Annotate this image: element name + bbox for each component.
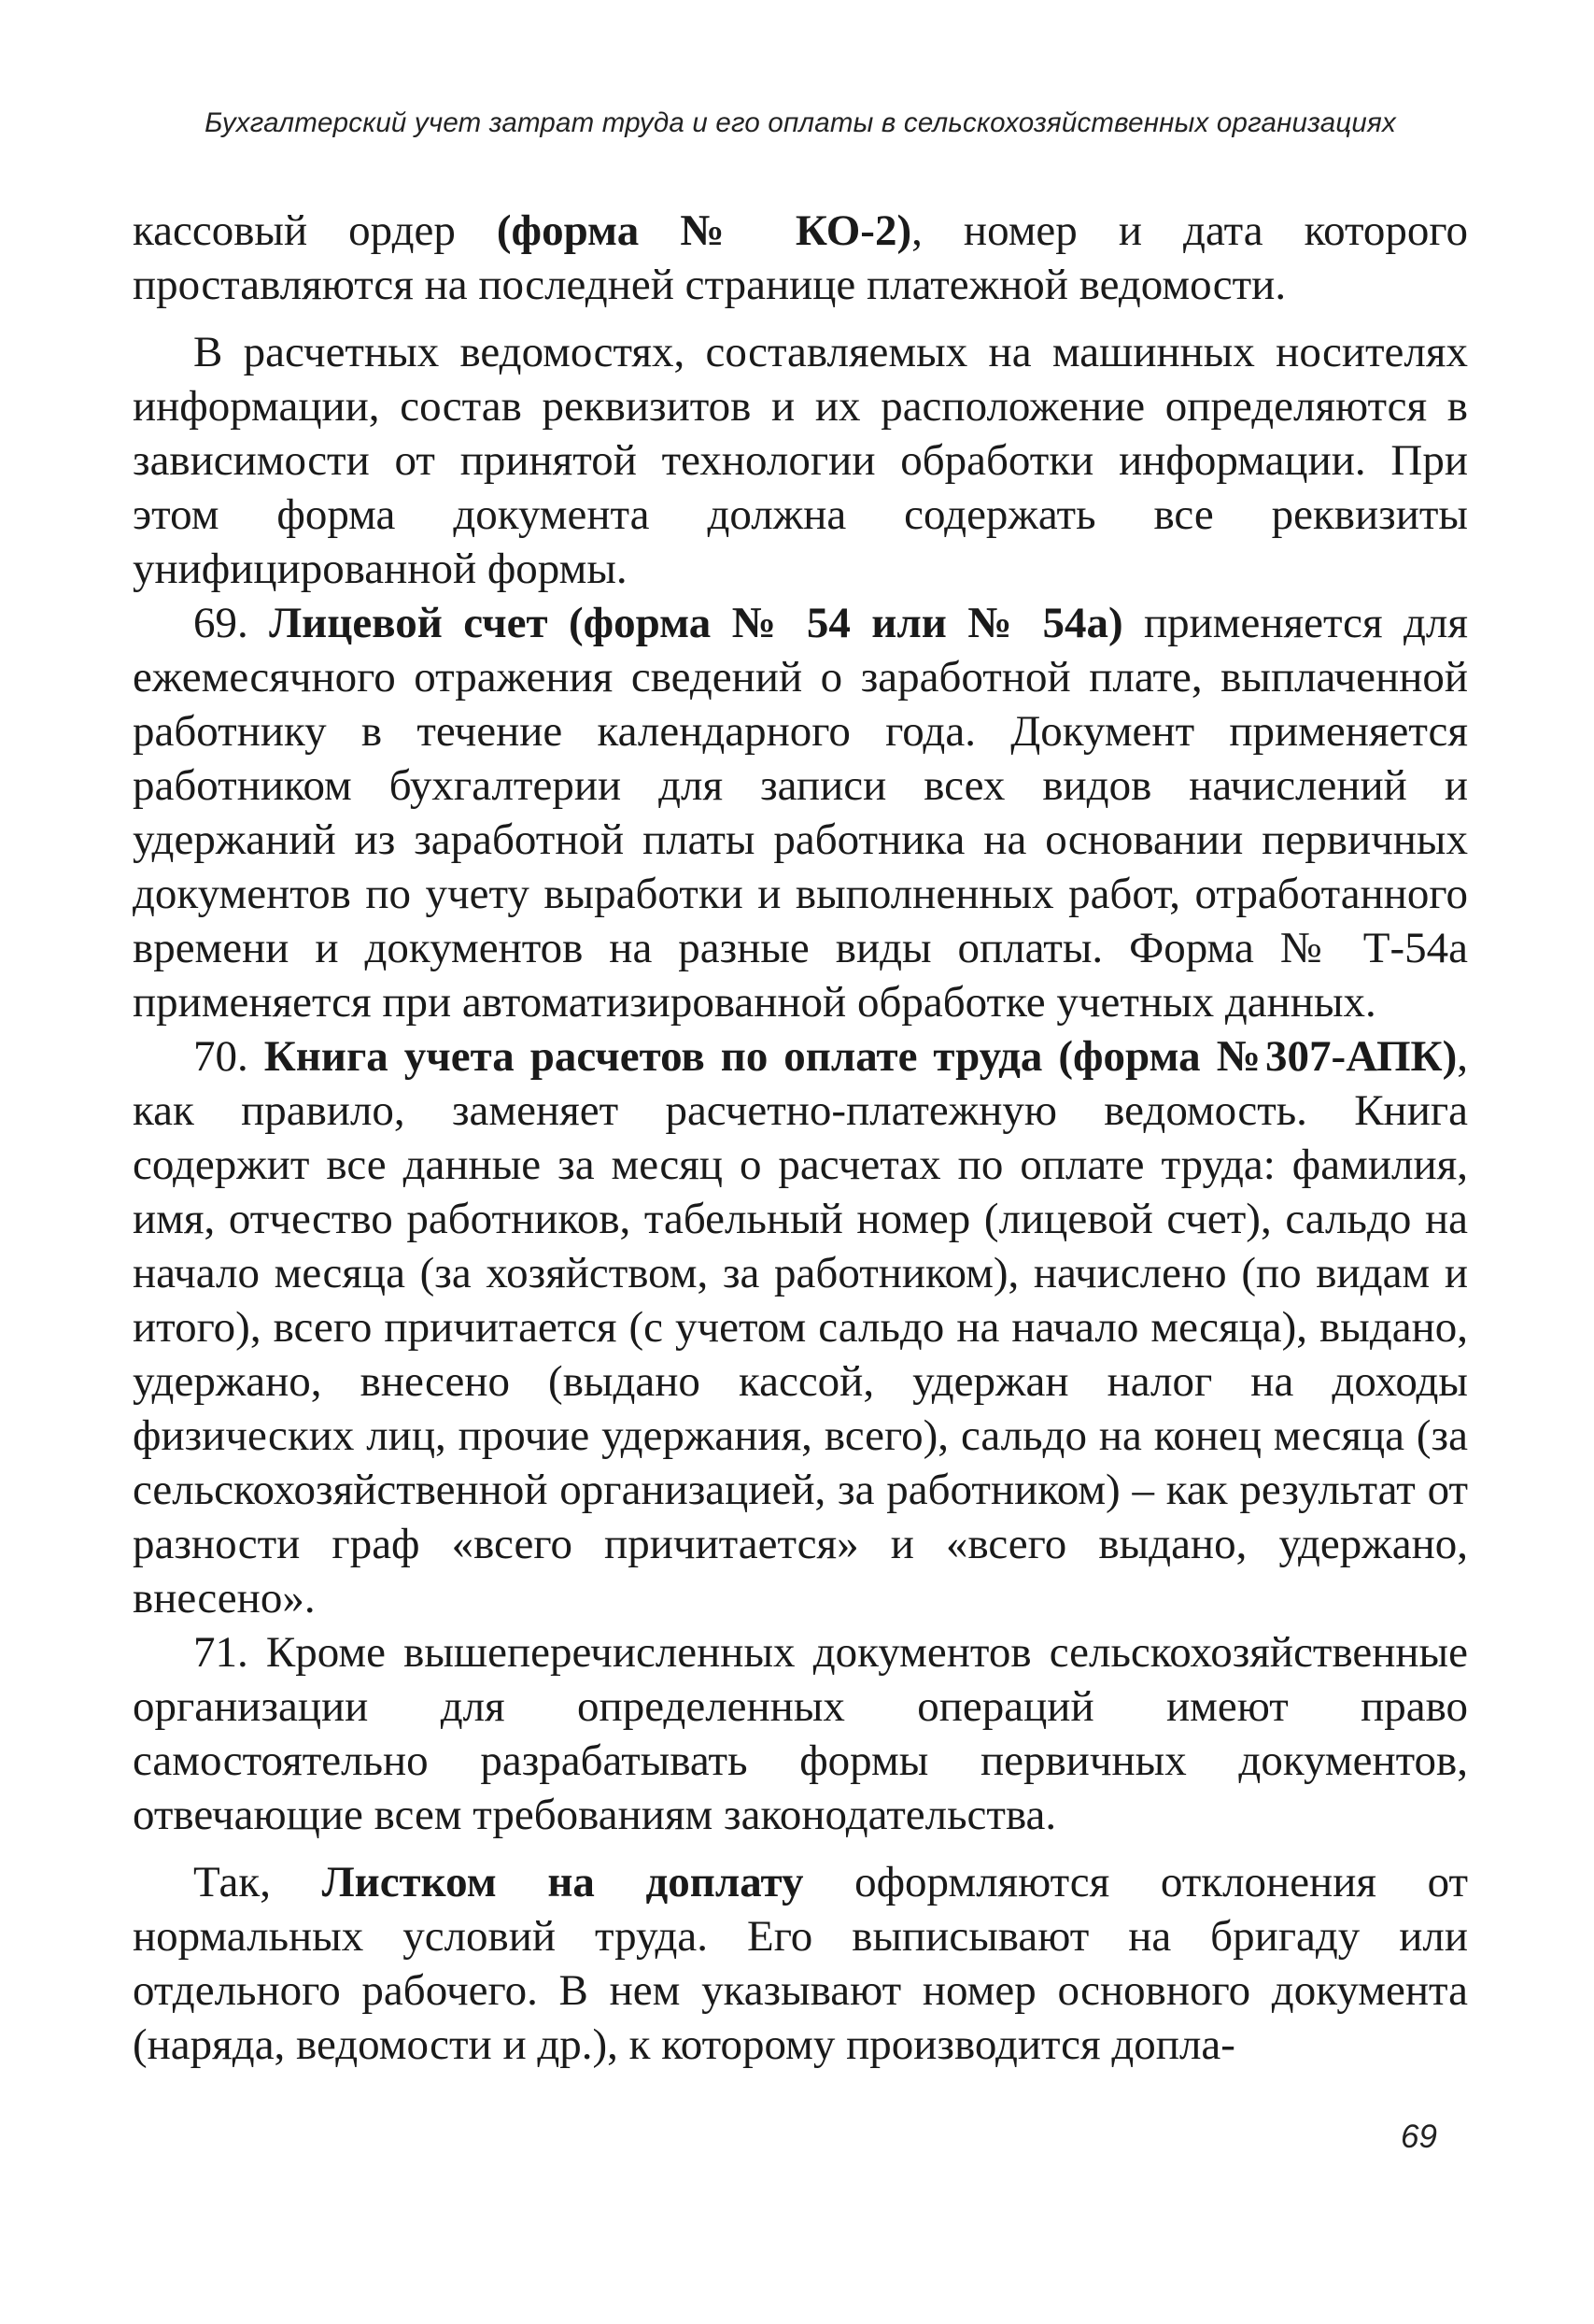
paragraph-machine-media [133,325,1468,596]
running-header: Бухгалтерский учет затрат труда и его оплаты в сельскохозяйственных организациях [205,107,1396,138]
paragraph-supplement-sheet [133,1855,1468,2072]
text-run: 69. [193,599,270,647]
text-run: применяется для ежемесячного отражения сведений о заработной плате, выплаченной работнику в течение календарного года. Документ применяется работником бухгалтерии для записи всех видов начислений и удержаний из заработной платы работника на основании первичных документов по учету выработки и выполненных работ, отработанного времени и документов на разные виды оплаты. Форма № Т-54а применяется при автоматизированной обработке учетных данных. [133,599,1468,1027]
text-run: , как правило, заменяет расчетно-платежную ведомость. Книга содержит все данные за месяц о расчетах по оплате труда: фамилия, имя, отчество работников, табельный номер (лицевой счет), сальдо на начало месяца (за хозяйством, за работником), начислено (по видам и итого), всего причитается (с учетом сальдо на начало месяца), выдано, удержано, внесено (выдано кассой, удержан налог на доходы физических лиц, прочие удержания, всего), сальдо на конец месяца (за сельскохозяйственной организацией, за работником) – как результат от разности граф «всего причитается» и «всего выдано, удержано, внесено». [133,1032,1469,1623]
text-run: оформляются отклонения от нормальных условий труда. Его выписывают на бригаду или отдельного рабочего. В нем указывают номер основного документа (наряда, ведомости и др.), к которому производится допла- [133,1858,1468,2069]
text-run: , номер и дата которого проставляются на последней странице платежной ведомости. [133,206,1468,309]
text-run: Так, [193,1858,322,1906]
body-text [133,204,1468,2072]
text-run: 70. [193,1032,264,1081]
bold-term: Лицевой счет (форма № 54 или № 54а) [269,599,1123,647]
bold-term: Книга учета расчетов по оплате труда (форма №307-АПК) [263,1032,1458,1081]
paragraph-70 [133,1029,1468,1625]
text-run: В расчетных ведомостях, составляемых на машинных носителях информации, состав реквизитов и их расположение определяются в зависимости от принятой технологии обработки информации. При этом форма документа должна содержать все реквизиты унифицированной формы. [133,328,1468,593]
text-run: кассовый ордер [133,206,497,255]
bold-term: (форма № КО-2) [496,206,912,255]
bold-term: Листком на доплату [321,1858,804,1906]
paragraph-69 [133,596,1468,1029]
page-number: 69 [1401,2119,1437,2155]
paragraph-continuation [133,204,1468,312]
paragraph-71 [133,1625,1468,1842]
text-run: 71. Кроме вышеперечисленных документов сельскохозяйственные организации для определенных операций имеют право самостоятельно разрабатывать формы первичных документов, отвечающие всем требованиям законодательства. [133,1628,1468,1839]
